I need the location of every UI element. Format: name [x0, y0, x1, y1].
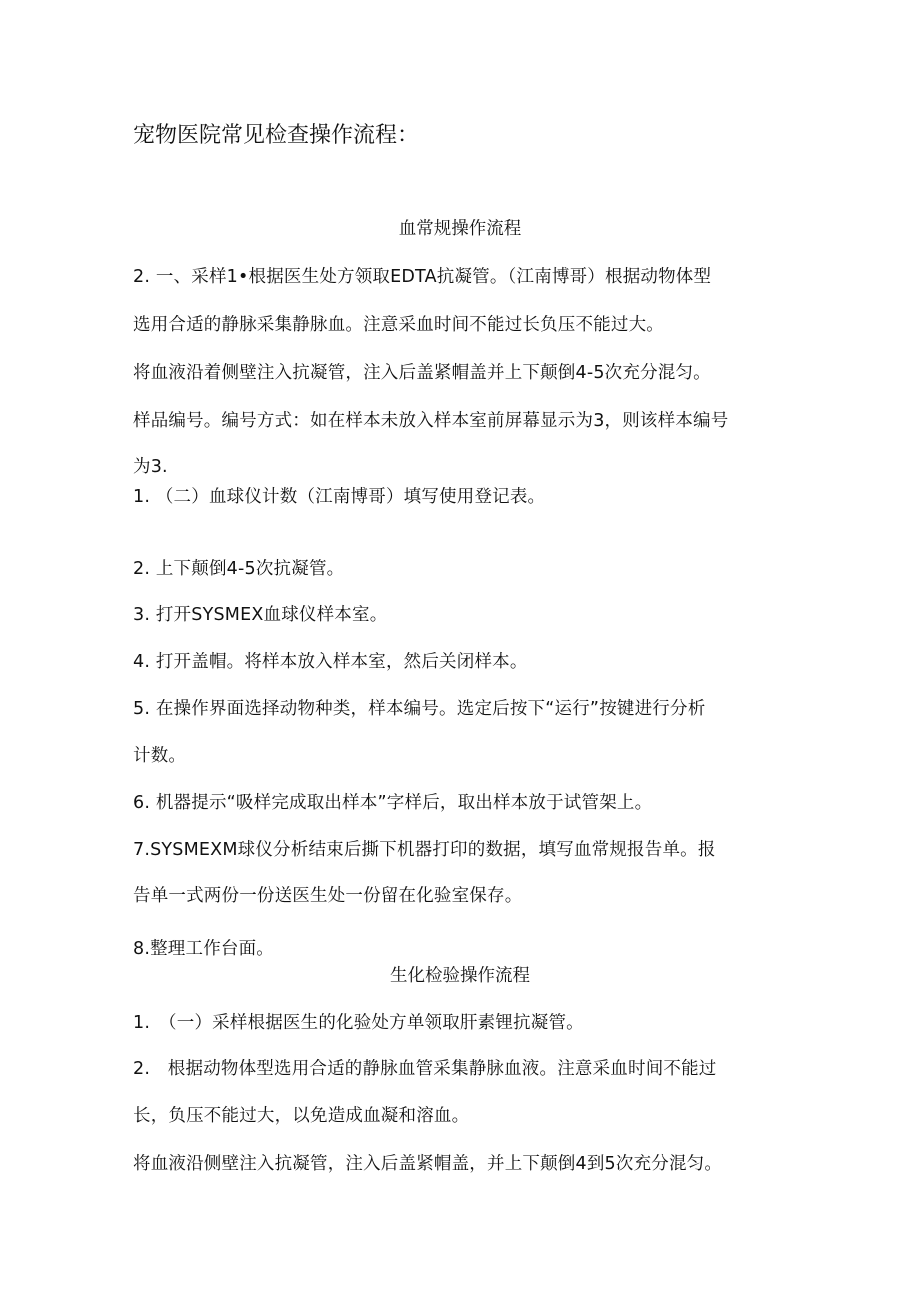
paragraph-line: 选用合适的静脉采集静脉血。注意采血时间不能过长负压不能过大。 — [133, 315, 664, 335]
paragraph-line: 告单一式两份一份送医生处一份留在化验室保存。 — [133, 886, 523, 906]
list-item: 5. 在操作界面选择动物种类，样本编号。选定后按下“运行”按键进行分析 — [133, 699, 706, 719]
paragraph-line: 计数。 — [133, 746, 187, 766]
list-item: 2. 上下颠倒4-5次抗凝管。 — [133, 559, 345, 579]
paragraph-line: 长，负压不能过大，以免造成血凝和溶血。 — [133, 1106, 470, 1126]
paragraph-line: 2. 一、采样1•根据医生处方领取EDTA抗凝管。（江南博哥）根据动物体型 — [133, 267, 712, 287]
list-item: 6. 机器提示“吸样完成取出样本”字样后，取出样本放于试管架上。 — [133, 793, 653, 813]
paragraph-line: 为3. — [133, 457, 168, 477]
list-item: 3. 打开SYSMEX血球仪样本室。 — [133, 605, 388, 625]
list-item: 7.SYSMEXM球仪分析结束后撕下机器打印的数据，填写血常规报告单。报 — [133, 840, 716, 860]
paragraph-line: 将血液沿着侧壁注入抗凝管，注入后盖紧帽盖并上下颠倒4-5次充分混匀。 — [133, 363, 711, 383]
section-title-blood-routine: 血常规操作流程 — [398, 219, 522, 239]
document-title: 宠物医院常见检查操作流程： — [133, 123, 420, 148]
list-item: 8.整理工作台面。 — [133, 939, 274, 959]
paragraph-line: 样品编号。编号方式：如在样本未放入样本室前屏幕显示为3，则该样本编号 — [133, 411, 729, 431]
list-item: 4. 打开盖帽。将样本放入样本室，然后关闭样本。 — [133, 652, 528, 672]
section-title-biochem: 生化检验操作流程 — [390, 966, 530, 986]
list-item: 1. （一）采样根据医生的化验处方单领取肝素锂抗凝管。 — [133, 1013, 584, 1033]
list-item: 1. （二）血球仪计数（江南博哥）填写使用登记表。 — [133, 487, 546, 507]
paragraph-line: 将血液沿侧壁注入抗凝管，注入后盖紧帽盖，并上下颠倒4到5次充分混匀。 — [133, 1154, 723, 1174]
list-item: 2. 根据动物体型选用合适的静脉血管采集静脉血液。注意采血时间不能过 — [133, 1059, 717, 1079]
